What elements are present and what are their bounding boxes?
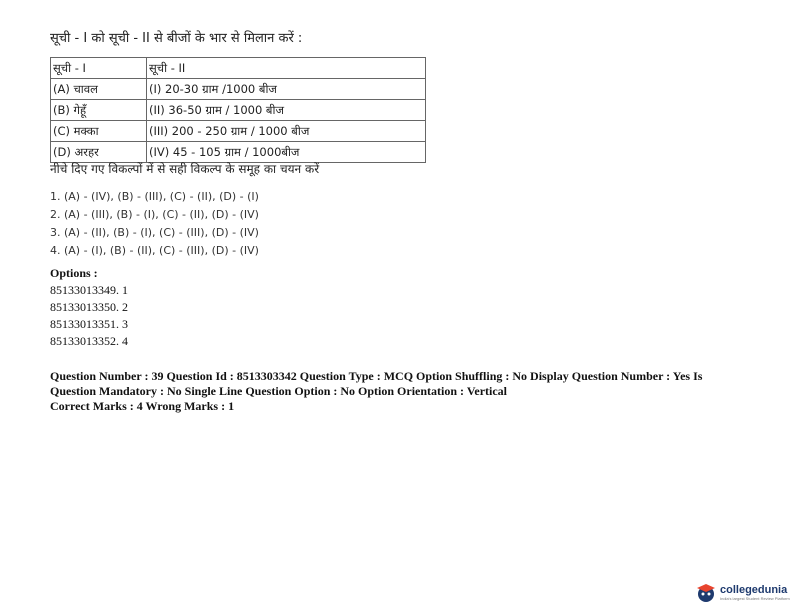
option-id-item: 85133013351. 3	[50, 317, 128, 331]
question-metadata	[50, 369, 750, 414]
table-cell: (B) गेहूँ	[51, 100, 147, 121]
table-cell: (C) मक्का	[51, 121, 147, 142]
match-table	[50, 57, 426, 163]
table-header-list1: सूची - I	[51, 58, 147, 79]
table-cell: (II) 36-50 ग्राम / 1000 बीज	[147, 100, 426, 121]
metadata-line: Question Mandatory : No Single Line Question Option : No Option Orientation : Vertical	[50, 384, 508, 398]
table-cell: (I) 20-30 ग्राम /1000 बीज	[147, 79, 426, 100]
question-instruction: नीचे दिए गए विकल्पों में से सही विकल्प के समूह का चयन करें	[50, 162, 320, 176]
choice-item: 4. (A) - (I), (B) - (II), (C) - (III), (D) - (IV)	[50, 244, 259, 257]
option-id-item: 85133013352. 4	[50, 334, 128, 348]
choice-list	[50, 188, 259, 260]
brand-logo	[695, 578, 790, 606]
metadata-line: Correct Marks : 4 Wrong Marks : 1	[50, 399, 235, 413]
options-heading: Options :	[50, 266, 98, 280]
table-cell: (IV) 45 - 105 ग्राम / 1000बीज	[147, 142, 426, 163]
brand-tagline: India's largest Student Review Platform	[720, 595, 790, 601]
options-block	[50, 265, 128, 350]
table-row	[51, 121, 426, 142]
option-id-item: 85133013349. 1	[50, 283, 128, 297]
metadata-line: Question Number : 39 Question Id : 8513303342 Question Type : MCQ Option Shuffling : No Display Question Number : Yes Is	[50, 369, 703, 383]
option-id-item: 85133013350. 2	[50, 300, 128, 314]
choice-item: 1. (A) - (IV), (B) - (III), (C) - (II), (D) - (I)	[50, 190, 259, 203]
table-row	[51, 100, 426, 121]
question-title: सूची - I को सूची - II से बीजों के भार से मिलान करें :	[50, 31, 303, 46]
graduate-logo-icon	[695, 581, 717, 603]
table-cell: (III) 200 - 250 ग्राम / 1000 बीज	[147, 121, 426, 142]
table-cell: (A) चावल	[51, 79, 147, 100]
table-header-row	[51, 58, 426, 79]
table-cell: (D) अरहर	[51, 142, 147, 163]
brand-name: collegedunia	[720, 583, 788, 596]
table-header-list2: सूची - II	[147, 58, 426, 79]
choice-item: 2. (A) - (III), (B) - (I), (C) - (II), (D) - (IV)	[50, 208, 259, 221]
choice-item: 3. (A) - (II), (B) - (I), (C) - (III), (D) - (IV)	[50, 226, 259, 239]
table-row	[51, 79, 426, 100]
